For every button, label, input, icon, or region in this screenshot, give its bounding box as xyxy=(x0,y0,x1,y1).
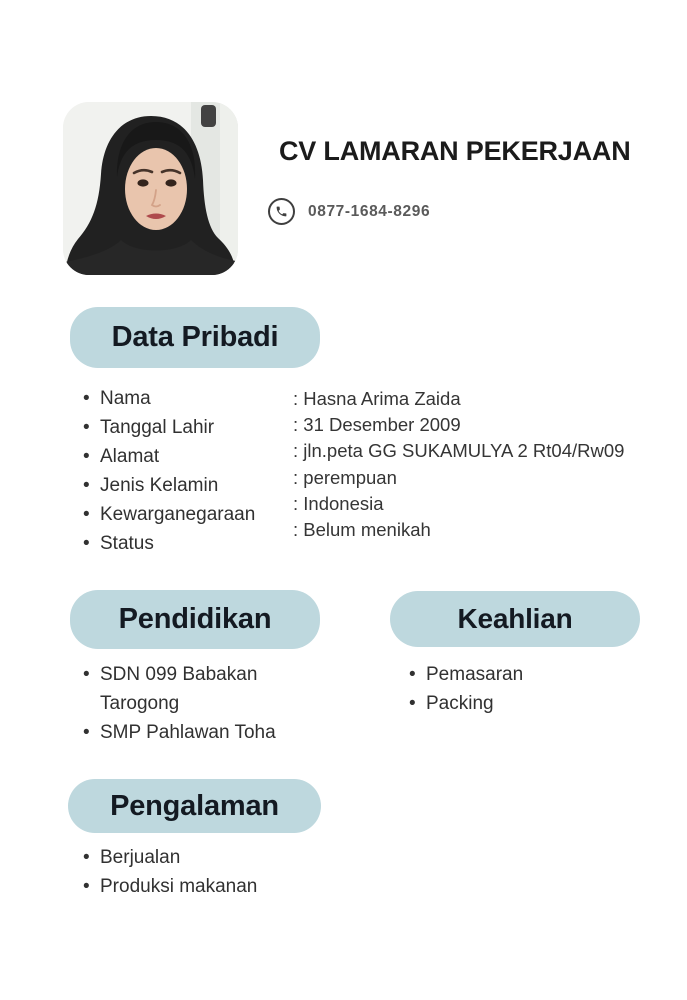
section-title-data-pribadi: Data Pribadi xyxy=(70,307,320,368)
data-value-nama: : Hasna Arima Zaida xyxy=(293,388,461,409)
data-pribadi-values xyxy=(293,386,673,543)
keahlian-list xyxy=(408,660,628,718)
page-title: CV LAMARAN PEKERJAAN xyxy=(279,136,631,166)
data-label-nama: • Nama xyxy=(82,384,312,413)
phone-number: 0877-1684-8296 xyxy=(308,202,431,220)
pendidikan-item: • SDN 099 Babakan Tarogong xyxy=(82,660,312,718)
data-value-status: : Belum menikah xyxy=(293,519,431,541)
phone-icon xyxy=(268,198,295,225)
data-label-alamat: • Alamat xyxy=(82,442,312,471)
portrait-illustration xyxy=(63,102,238,275)
section-title-pendidikan: Pendidikan xyxy=(70,590,320,649)
section-title-keahlian: Keahlian xyxy=(390,591,640,647)
data-value-kewarganegaraan: : Indonesia xyxy=(293,492,384,514)
profile-photo xyxy=(63,102,238,275)
keahlian-item: • Packing xyxy=(408,689,628,718)
pengalaman-list xyxy=(82,843,362,901)
data-value-jenis-kelamin: : perempuan xyxy=(293,466,397,488)
keahlian-item: • Pemasaran xyxy=(408,660,628,689)
section-title-pengalaman: Pengalaman xyxy=(68,779,321,833)
pendidikan-item: • SMP Pahlawan Toha xyxy=(82,718,312,747)
data-label-tanggal-lahir: • Tanggal Lahir xyxy=(82,413,312,442)
data-pribadi-labels xyxy=(82,384,312,558)
data-label-kewarganegaraan: • Kewarganegaraan xyxy=(82,500,312,529)
data-value-tanggal-lahir: : 31 Desember 2009 xyxy=(293,414,461,436)
data-label-jenis-kelamin: • Jenis Kelamin xyxy=(82,471,312,500)
pengalaman-item: • Produksi makanan xyxy=(82,872,362,901)
data-value-alamat: : jln.peta GG SUKAMULYA 2 Rt04/Rw09 xyxy=(293,440,625,462)
pengalaman-item: • Berjualan xyxy=(82,843,362,872)
phone-row xyxy=(268,198,430,225)
pendidikan-list xyxy=(82,660,312,747)
data-label-status: • Status xyxy=(82,529,312,558)
